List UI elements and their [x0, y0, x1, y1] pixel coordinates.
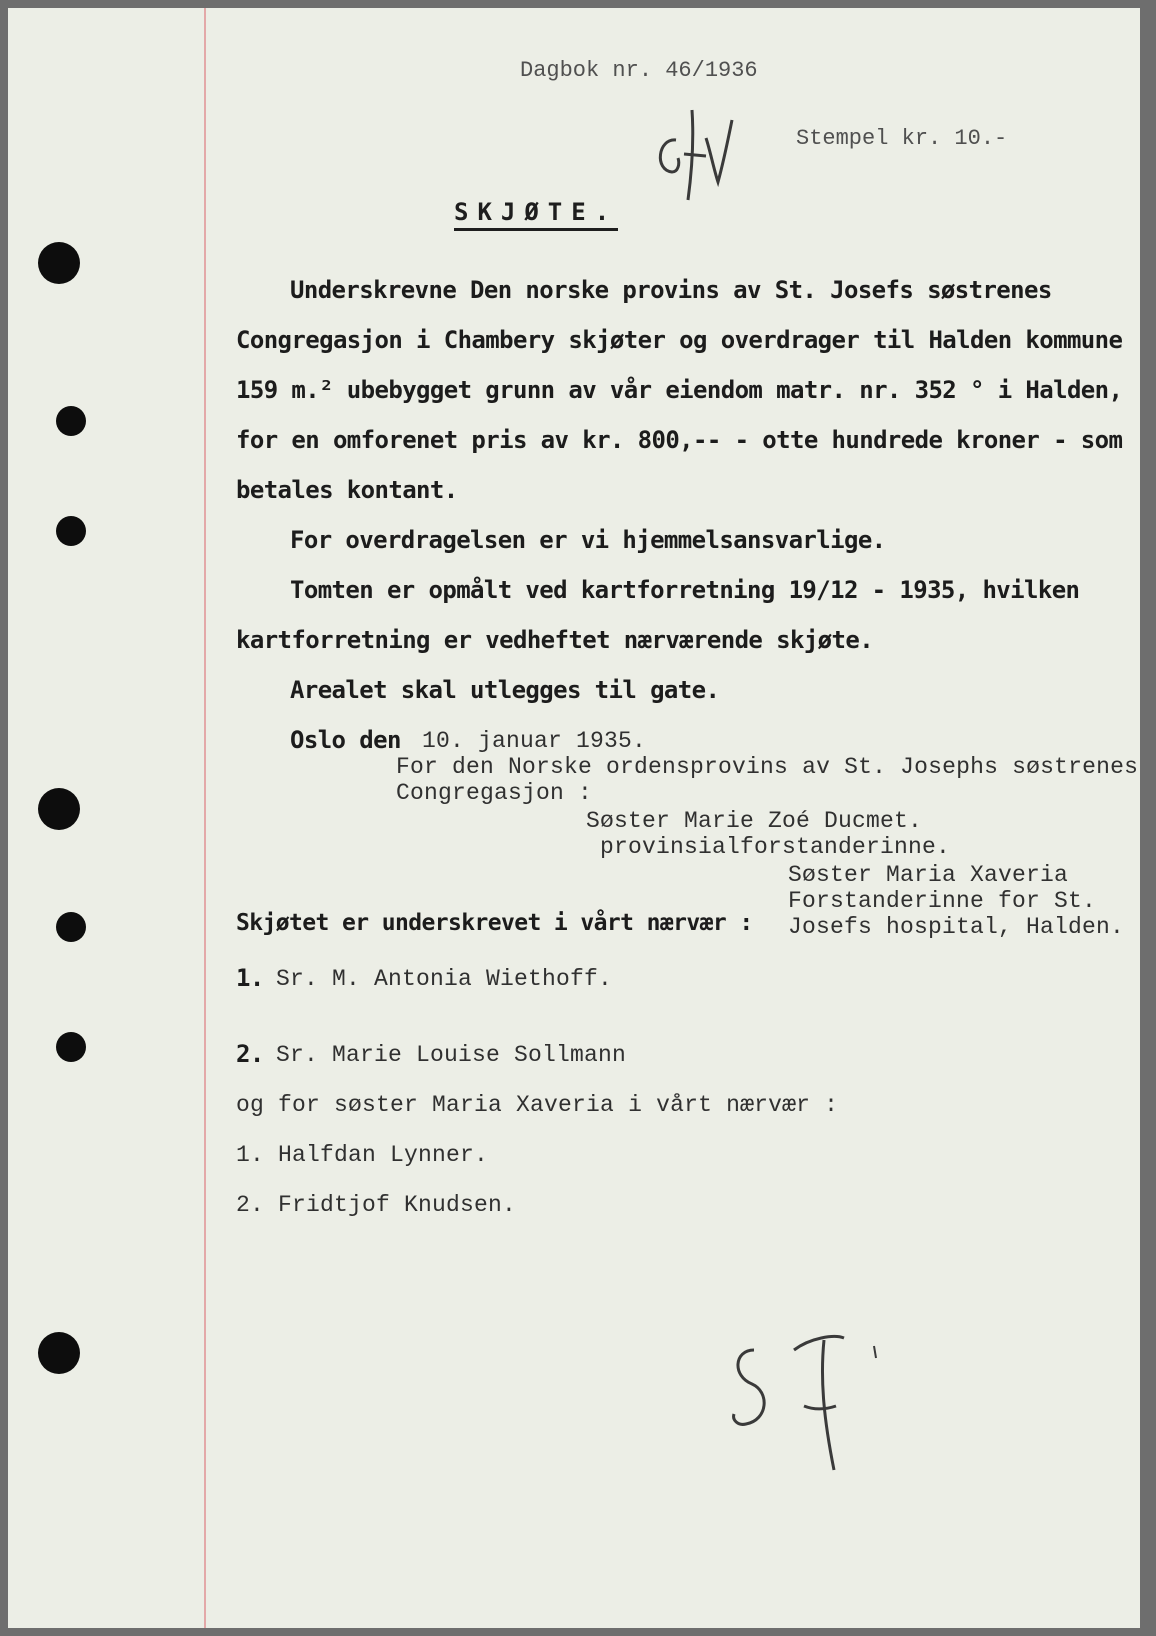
body-line: Arealet skal utlegges til gate. — [290, 676, 720, 704]
signatory-line: Congregasjon : — [396, 780, 593, 806]
punch-hole — [38, 1332, 80, 1374]
signatory-line: For den Norske ordensprovins av St. Josephs søstrenes — [396, 754, 1139, 780]
witness-line: 1. Halfdan Lynner. — [236, 1142, 489, 1168]
witness-name: Sr. Marie Louise Sollmann — [276, 1042, 627, 1068]
document-title: SKJØTE. — [454, 198, 618, 231]
body-line: Tomten er opmålt ved kartforretning 19/12 - 1935, hvilken — [290, 576, 1080, 604]
witness-intro-2: og for søster Maria Xaveria i vårt nærvær : — [236, 1092, 839, 1118]
punch-hole — [56, 516, 86, 546]
initials-mark — [648, 90, 748, 210]
body-line: Underskrevne Den norske provins av St. Josefs søstrenes — [290, 276, 1052, 304]
body-line: Congregasjon i Chambery skjøter og overdrager til Halden kommune — [236, 326, 1123, 354]
handwritten-initials — [724, 1320, 904, 1480]
signatory-title: provinsialforstanderinne. — [600, 834, 951, 860]
body-line: for en omforenet pris av kr. 800,-- - otte hundrede kroner - som — [236, 426, 1123, 454]
signatory-title: Forstanderinne for St. — [788, 888, 1097, 914]
witness-intro: Skjøtet er underskrevet i vårt nærvær : — [236, 910, 753, 936]
body-line: betales kontant. — [236, 476, 458, 504]
punch-hole — [38, 242, 80, 284]
punch-hole — [56, 1032, 86, 1062]
punch-hole — [56, 912, 86, 942]
document-page — [8, 8, 1140, 1628]
stamp-duty: Stempel kr. 10.- — [796, 126, 1008, 151]
witness-number: 2. — [236, 1040, 264, 1068]
signatory-name: Søster Maria Xaveria — [788, 862, 1069, 888]
signatory-title: Josefs hospital, Halden. — [788, 914, 1125, 940]
place-date-prefix: Oslo den — [290, 726, 401, 754]
dagbok-number: Dagbok nr. 46/1936 — [520, 58, 758, 83]
body-line: 159 m.² ubebygget grunn av vår eiendom matr. nr. 352 ° i Halden, — [236, 376, 1123, 404]
signatory-name: Søster Marie Zoé Ducmet. — [586, 808, 923, 834]
witness-name: Sr. M. Antonia Wiethoff. — [276, 966, 613, 992]
body-line: For overdragelsen er vi hjemmelsansvarlige. — [290, 526, 886, 554]
place-date-value: 10. januar 1935. — [422, 728, 647, 754]
witness-line: 2. Fridtjof Knudsen. — [236, 1192, 517, 1218]
punch-hole — [38, 788, 80, 830]
punch-hole — [56, 406, 86, 436]
body-line: kartforretning er vedheftet nærværende skjøte. — [236, 626, 874, 654]
witness-number: 1. — [236, 964, 264, 992]
margin-line — [204, 8, 206, 1628]
